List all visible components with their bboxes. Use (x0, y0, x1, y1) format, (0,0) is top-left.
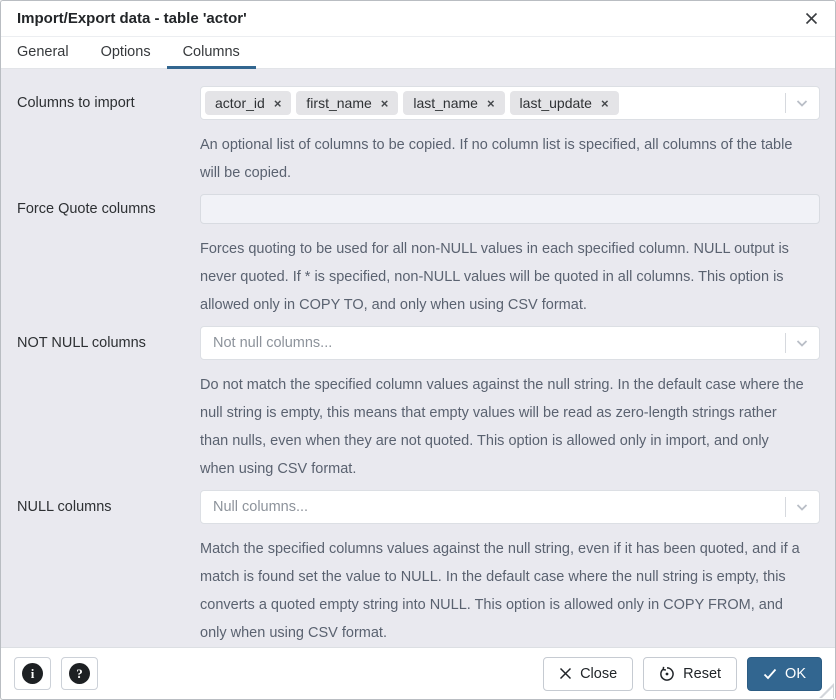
resize-grip[interactable] (819, 683, 834, 698)
reset-button[interactable] (643, 657, 737, 691)
close-x-icon (559, 667, 572, 680)
dropdown-indicator[interactable] (785, 87, 819, 119)
dropdown-separator (785, 93, 786, 113)
dialog-titlebar (1, 1, 835, 37)
chip-label: last_update (519, 95, 592, 111)
sql-info-button[interactable] (14, 657, 51, 690)
column-chip (510, 91, 619, 115)
columns-to-import-help: An optional list of columns to be copied. If no column list is specified, all columns of the table will be copied. (200, 137, 793, 181)
force-quote-help: Forces quoting to be used for all non-NULL values in each specified column. NULL output is never quoted. If * is specified, non-NULL values will be quoted in all columns. This option is allowed only in COPY TO, and only when using CSV format. (200, 241, 789, 313)
info-icon: i (22, 663, 43, 684)
check-icon (763, 668, 777, 680)
question-icon: ? (69, 663, 90, 684)
chip-label: actor_id (215, 95, 265, 111)
tab-columns[interactable]: Columns (167, 37, 256, 68)
chip-remove-icon[interactable]: × (273, 95, 282, 111)
ok-button[interactable] (747, 657, 822, 691)
dialog-tabbar (1, 37, 835, 69)
not-null-columns-row (1, 326, 820, 490)
column-chip (403, 91, 504, 115)
columns-tab-panel (1, 69, 835, 647)
chevron-down-icon (794, 335, 810, 351)
dialog-title: Import/Export data - table 'actor' (17, 10, 247, 27)
close-button-label: Close (580, 665, 618, 682)
null-columns-label: NULL columns (17, 499, 112, 515)
force-quote-label: Force Quote columns (17, 201, 156, 217)
columns-to-import-label: Columns to import (17, 95, 135, 111)
tab-options[interactable]: Options (100, 44, 151, 60)
not-null-columns-label: NOT NULL columns (17, 335, 146, 351)
not-null-columns-help: Do not match the specified column values against the null string. In the default case where the null string is empty, this means that empty values will be read as zero-length strings rather than nulls, even when they are not quoted. This option is allowed only in import, and only when using CSV format. (200, 377, 804, 477)
dropdown-separator (785, 497, 786, 517)
dialog-help-button[interactable] (61, 657, 98, 690)
dialog-footer (1, 647, 835, 699)
not-null-placeholder: Not null columns... (213, 335, 333, 351)
ok-button-label: OK (785, 665, 806, 682)
reset-history-icon (659, 666, 675, 682)
dropdown-indicator[interactable] (785, 327, 819, 359)
dropdown-indicator[interactable] (785, 491, 819, 523)
reset-button-label: Reset (683, 665, 722, 682)
chip-label: last_name (413, 95, 478, 111)
chevron-down-icon (794, 95, 810, 111)
column-chip (296, 91, 398, 115)
null-columns-help: Match the specified columns values against the null string, even if it has been quoted, and if a match is found set the value to NULL. In the default case where the null string is empty, this converts a quoted empty string into NULL. This option is allowed only in COPY FROM, and only when using CSV format. (200, 541, 800, 641)
null-columns-row (1, 490, 820, 647)
column-chip (205, 91, 291, 115)
dropdown-separator (785, 333, 786, 353)
chip-label: first_name (306, 95, 372, 111)
chip-remove-icon[interactable]: × (486, 95, 495, 111)
columns-to-import-multiselect[interactable] (200, 86, 820, 120)
tab-general[interactable]: General (17, 44, 69, 60)
null-columns-multiselect[interactable] (200, 490, 820, 524)
chevron-down-icon (794, 499, 810, 515)
force-quote-row (1, 194, 820, 326)
chip-remove-icon[interactable]: × (600, 95, 609, 111)
close-button[interactable] (543, 657, 633, 691)
not-null-columns-multiselect[interactable] (200, 326, 820, 360)
columns-to-import-row (1, 86, 820, 194)
force-quote-input[interactable] (200, 194, 820, 224)
chip-remove-icon[interactable]: × (380, 95, 389, 111)
null-columns-placeholder: Null columns... (213, 499, 309, 515)
dialog-close-icon[interactable] (804, 11, 819, 26)
